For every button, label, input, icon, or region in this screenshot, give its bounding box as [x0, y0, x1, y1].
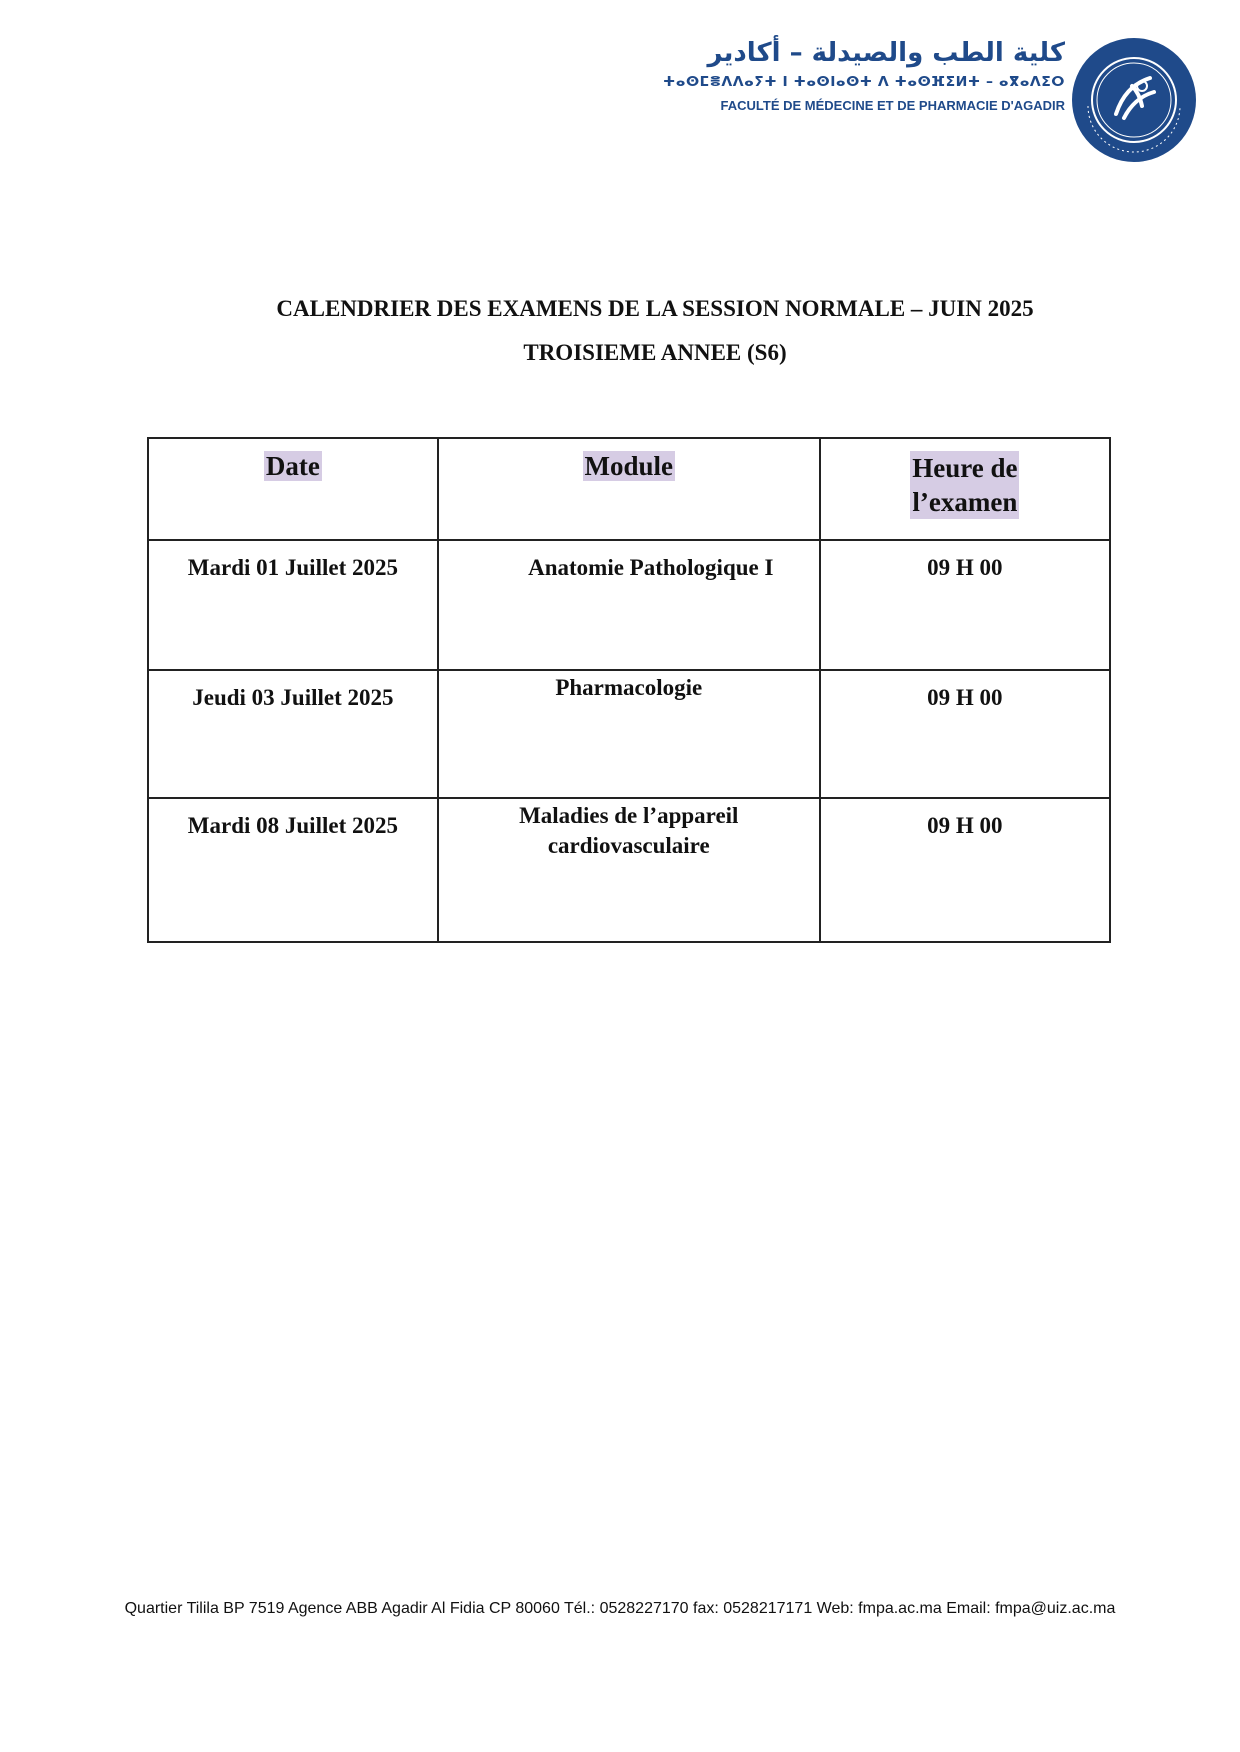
faculty-name-tifinagh: ⵜⴰⵙⵎⴻⴷⴷⴰⵢⵜ ⵏ ⵜⴰⵙⵏⴰⵙⵜ ⴷ ⵜⴰⵙⴼⵉⵍⵜ – ⴰⴳⴰⴷⵉⵔ	[663, 74, 1065, 90]
cell-module: Maladies de l’appareil cardiovasculaire	[438, 798, 820, 942]
table-row	[148, 798, 1110, 942]
column-header-date: Date	[148, 438, 438, 540]
table-row	[148, 670, 1110, 798]
table-row	[148, 540, 1110, 670]
cell-date: Jeudi 03 Juillet 2025	[148, 670, 438, 798]
exam-schedule-table	[147, 437, 1111, 943]
document-subtitle: TROISIEME ANNEE (S6)	[523, 340, 787, 365]
faculty-name-arabic: كلية الطب والصيدلة – أكادير	[707, 38, 1065, 68]
column-header-module: Module	[438, 438, 820, 540]
footer-contact-info: Quartier Tilila BP 7519 Agence ABB Agadir Al Fidia CP 80060 Tél.: 0528227170 fax: 0528217171 Web: fmpa.ac.ma Email: fmpa@uiz.ac.ma	[124, 1600, 1116, 1617]
cell-hour: 09 H 00	[820, 798, 1110, 942]
faculty-logo-text	[663, 38, 1065, 128]
column-header-hour: Heure de l’examen	[820, 438, 1110, 540]
university-seal-logo	[1070, 36, 1198, 164]
cell-module: Pharmacologie	[438, 670, 820, 798]
cell-date: Mardi 01 Juillet 2025	[148, 540, 438, 670]
cell-date: Mardi 08 Juillet 2025	[148, 798, 438, 942]
cell-module: Anatomie Pathologique I	[438, 540, 820, 670]
document-title: CALENDRIER DES EXAMENS DE LA SESSION NORMALE – JUIN 2025	[276, 296, 1034, 321]
faculty-name-french: FACULTÉ DE MÉDECINE ET DE PHARMACIE D'AGADIR	[720, 98, 1065, 113]
cell-hour: 09 H 00	[820, 670, 1110, 798]
table-header-row	[148, 438, 1110, 540]
cell-hour: 09 H 00	[820, 540, 1110, 670]
